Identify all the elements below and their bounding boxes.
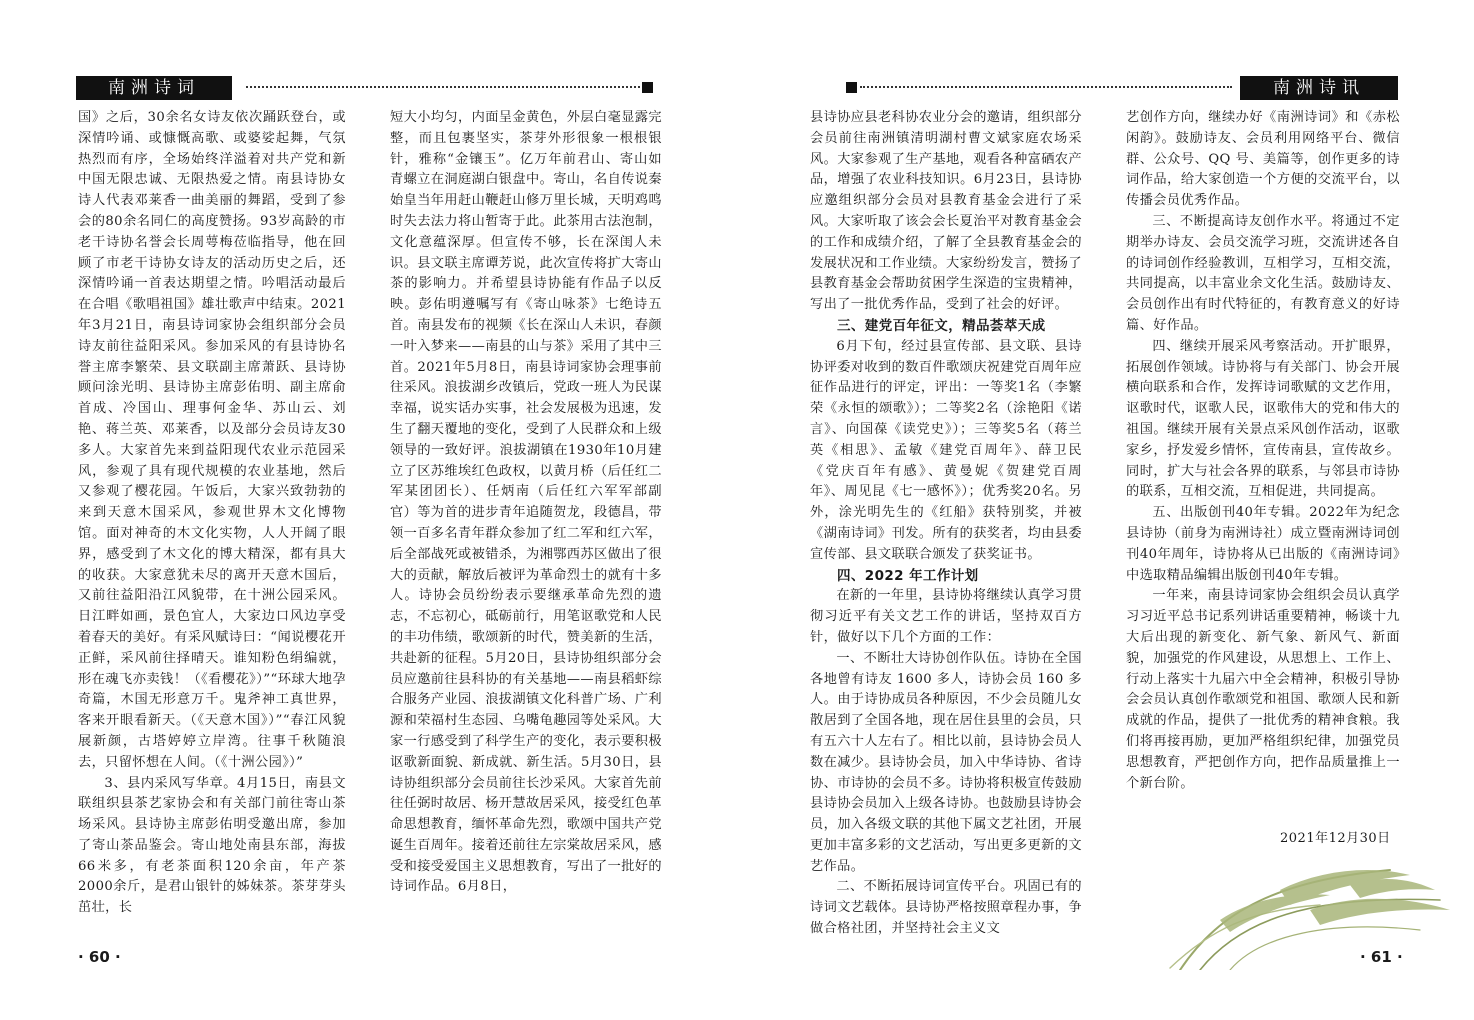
header-right-rule xyxy=(860,86,1232,88)
header-left-rule xyxy=(246,86,644,88)
paragraph: 6月下旬，经过县宣传部、县文联、县诗协评委对收到的数百件歌颂庆祝建党百周年应征作品进行的评定，评出：一等奖1名（李繁荣《永恒的颂歌》）；二等奖2名（涂艳阳《诺言》、向国葆《读党史》）；三等奖5名（蒋兰英《相思》、孟敏《建党百周年》、薛卫民《党庆百年有感》、黄曼妮《贺建党百周年》、周见昆《七一感怀》）；优秀奖20名。另外，涂光明先生的《红船》获特别奖，并被《湖南诗词》刊发。所有的获奖者，均由县委宣传部、县文联联合颁发了获奖证书。 xyxy=(810,338,1082,562)
header-right-title: 南洲诗讯 xyxy=(1240,76,1398,100)
paragraph: 四、继续开展采风考察活动。开扩眼界，拓展创作领域。诗协将与有关部门、协会开展横向联系和合作，发挥诗词歌赋的文艺作用，讴歌时代，讴歌人民，讴歌伟大的党和伟大的祖国。继续开展有关景点采风创作活动，讴歌家乡，抒发爱乡情怀，宣传南县，宣传故乡。同时，扩大与社会各界的联系，与邻县市诗协的联系，互相交流，互相促进，共同提高。 xyxy=(1126,338,1400,500)
paragraph: 短大小均匀，内面呈金黄色，外层白毫显露完整，而且包裹坚实，茶芽外形很象一根根银针，雅称“金镶玉”。亿万年前君山、寄山如青螺立在洞庭湖白银盘中。寄山，名自传说秦始皇当年用赶山鞭赶山修万里长城，天明鸡鸣时失去法力将山暂寄于此。此茶用古法泡制，文化意蕴深厚。但宣传不够，长在深闺人未识。县文联主席谭芳说，此次宣传将扩大寄山茶的影响力。并希望县诗协能有作品子以反映。彭佑明遵嘱写有《寄山咏茶》七绝诗五首。南县发布的视频《长在深山人未识，春颜一叶入梦来——南县的山与茶》采用了其中三首。2021年5月8日，南县诗词家协会理事前往采风。浪拔湖乡改镇后，党政一班人为民谋幸福，说实话办实事，社会发展极为迅速，发生了翻天覆地的变化，受到了人民群众和上级领导的一致好评。浪拔湖镇在1930年10月建立了区苏维埃红色政权，以黄月桥（后任红二军某团团长）、任炳南（后任红六军军部副官）等为首的进步青年追随贺龙，段德昌，带领一百多名青年群众参加了红二军和红六军，后全部战死或被错杀，为湘鄂西苏区做出了很大的贡献，解放后被评为革命烈士的就有十多人。诗协会员纷纷表示要继承革命先烈的遗志，不忘初心，砥砺前行，用笔讴歌党和人民的丰功伟绩，歌颂新的时代，赞美新的生活，共赴新的征程。5月20日，县诗协组织部分会员应邀前往县科协的有关基地——南县稻虾综合服务产业园、浪拔湖镇文化科普广场、广利源和荣福村生态园、乌嘴龟趣园等处采风。大家一行感受到了科学生产的变化，表示要积极讴歌新面貌、新成就、新生活。5月30日，县诗协组织部分会员前往长沙采风。大家首先前往任弼时故居、杨开慧故居采风，接受红色革命思想教育，缅怀革命先烈，歌颂中国共产党诞生百周年。接着还前往左宗棠故居采风，感受和接受爱国主义思想教育，写出了一批好的诗词作品。6月8日， xyxy=(390,110,662,895)
paragraph: 五、出版创刊40年专辑。2022年为纪念县诗协（前身为南洲诗社）成立暨南洲诗词创刊40年周年，诗协将从已出版的《南洲诗词》中选取精品编辑出版创刊40年专辑。 xyxy=(1126,505,1400,583)
page-number-right: · 61 · xyxy=(1360,948,1403,966)
column-4 xyxy=(1126,108,1400,794)
paragraph: 一、不断壮大诗协创作队伍。诗协在全国各地曾有诗友 1600 多人，诗协会员 160 多人。由于诗协成员各种原因，不少会员随儿女散居到了全国各地，现在居住县里的会员，只有五六十人左右了。相比以前，县诗协会员人数在减少。县诗协会员，加入中华诗协、省诗协、市诗协的会员不多。诗协将积极宣传鼓励县诗协会员加入上级各诗协。也鼓励县诗协会员，加入各级文联的其他下属文艺社团，开展更加丰富多彩的文艺活动，写出更多更新的文艺作品。 xyxy=(810,650,1082,874)
paragraph: 3、县内采风写华章。4月15日，南县文联组织县茶艺家协会和有关部门前往寄山茶场采风。县诗协主席彭佑明受邀出席，参加了寄山茶品鉴会。寄山地处南县东部，海拔66米多，有老茶面积120余亩，年产茶2000余斤，是君山银针的姊妹茶。茶芽芽头茁壮，长 xyxy=(78,775,346,916)
column-2 xyxy=(390,108,662,898)
paragraph: 在新的一年里，县诗协将继续认真学习贯彻习近平有关文艺工作的讲话，坚持双百方针，做好以下几个方面的工作： xyxy=(810,588,1082,645)
paragraph: 三、不断提高诗友创作水平。将通过不定期举办诗友、会员交流学习班，交流讲述各自的诗词创作经验教训，互相学习，互相交流，共同提高，以丰富业余文化生活。鼓励诗友、会员创作出有时代特征的，有教育意义的好诗篇、好作品。 xyxy=(1126,213,1400,333)
column-1 xyxy=(78,108,346,919)
header-left-title: 南洲诗词 xyxy=(76,76,232,100)
paragraph: 一年来，南县诗词家协会组织会员认真学习习近平总书记系列讲话重要精神，畅谈十九大后出现的新变化、新气象、新风气、新面貌，加强党的作风建设，从思想上、工作上、行动上落实十九届六中全会精神，积极引导协会会员认真创作歌颂党和祖国、歌颂人民和新成就的作品，提供了一批优秀的精神食粮。我们将再接再励，更加严格组织纪律，加强党员思想教育，严把创作方向，把作品质量推上一个新台阶。 xyxy=(1126,588,1400,791)
header-right-square xyxy=(846,82,857,93)
paragraph: 县诗协应县老科协农业分会的邀请，组织部分会员前往南洲镇清明湖村曹文斌家庭农场采风。大家参观了生产基地，观看各种富硒农产品，增强了农业科技知识。6月23日，县诗协应邀组织部分会员对县教育基金会进行了采风。大家听取了该会会长夏治平对教育基金会的工作和成绩介绍，了解了全县教育基金会的发展状况和工作业绩。大家纷纷发言，赞扬了县教育基金会帮助贫困学生深造的宝贵精神，写出了一批优秀作品，受到了社会的好评。 xyxy=(810,110,1082,313)
column-3 xyxy=(810,108,1082,940)
grass-decoration-image xyxy=(1160,850,1460,970)
paragraph: 二、不断拓展诗词宣传平台。巩固已有的诗词文艺载体。县诗协严格按照章程办事，争做合格社团，并坚持社会主义文 xyxy=(810,879,1082,937)
header-left-square xyxy=(642,82,653,93)
paragraph: 艺创作方向，继续办好《南洲诗词》和《赤松闲韵》。鼓励诗友、会员利用网络平台、微信群、公众号、QQ 号、美篇等，创作更多的诗词作品，给大家创造一个方便的交流平台，以传播会员优秀作品。 xyxy=(1126,110,1400,209)
section-heading: 三、建党百年征文，精品荟萃天成 xyxy=(837,317,1046,334)
page-number-left: · 60 · xyxy=(78,948,121,966)
paragraph: 国》之后，30余名女诗友依次踊跃登台，或深情吟诵、或慷慨高歌、或婆娑起舞，气氛热烈而有序，全场始终洋溢着对共产党和新中国无限忠诚、无限热爱之情。南县诗协女诗人代表邓莱香一曲美丽的舞蹈，受到了参会的80余名同仁的高度赞扬。93岁高龄的市老干诗协名誉会长周萼梅莅临指导，他在回顾了市老干诗协女诗友的活动历史之后，还深情吟诵一首表达期望之情。吟唱活动最后在合唱《歌唱祖国》雄壮歌声中结束。2021年3月21日，南县诗词家协会组织部分会员诗友前往益阳采风。参加采风的有县诗协名誉主席李繁荣、县文联副主席萧跃、县诗协顾问涂光明、县诗协主席彭佑明、副主席俞首成、冷国山、理事何金华、苏山云、刘艳、蒋兰英、邓莱香，以及部分会员诗友30多人。大家首先来到益阳现代农业示范园采风，参观了具有现代规模的农业基地，然后又参观了樱花园。午饭后，大家兴致勃勃的来到天意木国采风，参观世界木文化博物馆。面对神奇的木文化实物，人人开阔了眼界，感受到了木文化的博大精深，都有具大的收获。大家意犹未尽的离开天意木国后，又前往益阳沿江风貌带，在十洲公园采风。日江畔如画，景色宜人，大家边口风边享受着春天的美好。有采风赋诗曰：“闻说樱花开正鲜，采风前往择晴天。谁知粉色绢编就，形在魂飞亦卖钱！（《看樱花》）”“环球大地孕奇篇，木国无形意万千。鬼斧神工真世界，客来开眼看新天。（《天意木国》）”“春江风貌展新颜，古塔婷婷立岸湾。往事千秋随浪去，只留怀想在人间。（《十洲公园》）” xyxy=(78,110,346,770)
section-heading: 四、2022 年工作计划 xyxy=(837,567,979,584)
date-signature: 2021年12月30日 xyxy=(1280,831,1391,846)
